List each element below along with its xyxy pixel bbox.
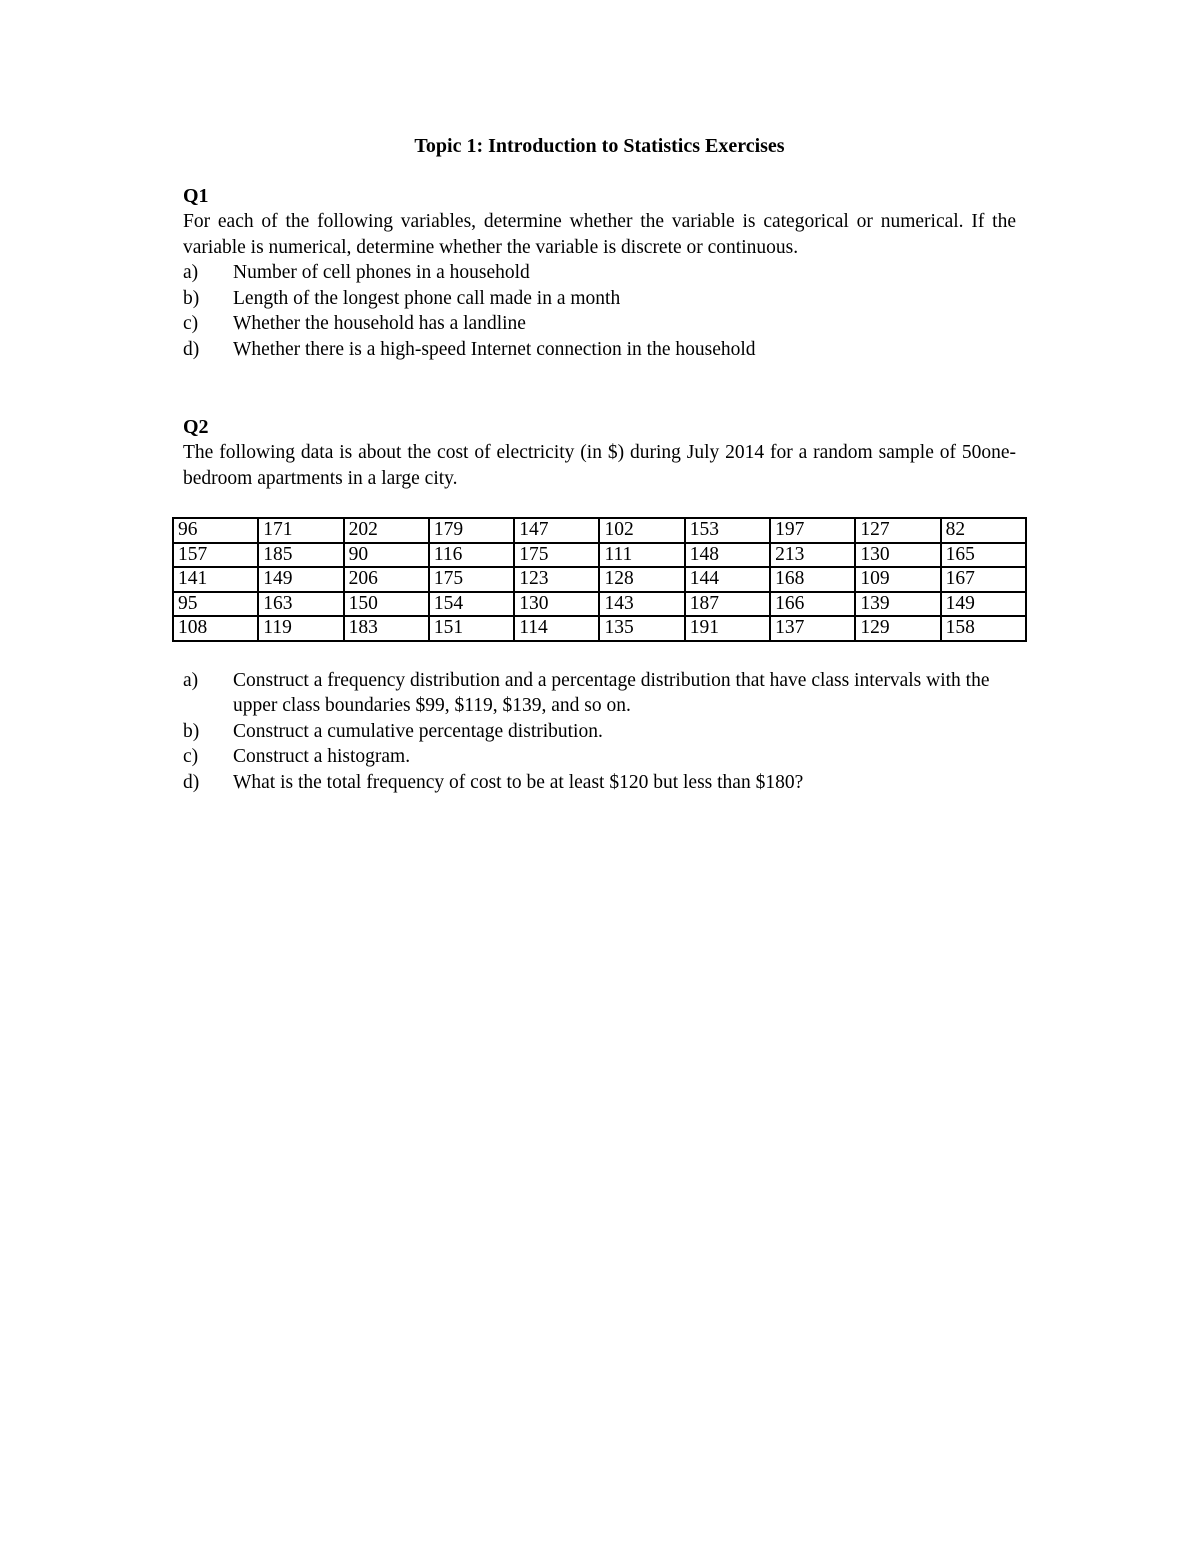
list-item-marker: b) [183,287,200,309]
table-row [173,543,1026,568]
table-cell: 109 [855,567,940,592]
table-cell: 202 [344,518,429,543]
list-item-marker: a) [183,262,199,283]
list-item-text: Whether there is a high-speed Internet connection in the household [233,338,756,360]
list-item-text: Whether the household has a landline [233,313,526,334]
question-2-heading: Q2 [183,416,209,438]
table-cell: 130 [514,592,599,617]
list-item-text: Construct a frequency distribution and a percentage distribution that have class intervals with the upper class boundaries $99, $119, $139, and so on. [233,669,990,716]
list-item-text: Length of the longest phone call made in a month [233,287,621,309]
list-item-marker: c) [183,746,199,767]
list-item-marker: b) [183,720,200,742]
list-item-text: Number of cell phones in a household [233,262,530,283]
table-cell: 157 [173,543,258,568]
table-cell: 149 [258,567,343,592]
list-item-marker: d) [183,338,200,360]
table-cell: 158 [941,616,1026,641]
table-cell: 96 [173,518,258,543]
electricity-cost-table [172,517,1027,642]
list-item [183,719,1016,745]
list-item-text: Construct a cumulative percentage distribution. [233,720,603,742]
table-row [173,592,1026,617]
table-cell: 185 [258,543,343,568]
table-cell: 143 [599,592,684,617]
table-cell: 175 [514,543,599,568]
table-cell: 114 [514,616,599,641]
table-cell: 148 [685,543,770,568]
list-item [183,668,1016,719]
table-cell: 206 [344,567,429,592]
question-2-intro: The following data is about the cost of electricity (in $) during July 2014 for a random sample of 50one-bedroom apartments in a large city. [183,442,1016,489]
table-cell: 137 [770,616,855,641]
list-item-text: What is the total frequency of cost to be at least $120 but less than $180? [233,771,804,793]
list-item [183,744,1016,770]
table-cell: 119 [258,616,343,641]
table-cell: 171 [258,518,343,543]
list-item-marker: c) [183,313,199,334]
table-cell: 149 [941,592,1026,617]
list-item [183,260,1016,286]
list-item [183,311,1016,337]
table-cell: 102 [599,518,684,543]
question-1-intro: For each of the following variables, determine whether the variable is categorical or numerical. If the variable is numerical, determine whether the variable is discrete or continuous. [183,211,1016,258]
table-cell: 129 [855,616,940,641]
list-item-text: Construct a histogram. [233,746,411,767]
table-cell: 150 [344,592,429,617]
table-cell: 144 [685,567,770,592]
table-cell: 135 [599,616,684,641]
table-cell: 82 [941,518,1026,543]
table-cell: 179 [429,518,514,543]
table-cell: 168 [770,567,855,592]
table-cell: 154 [429,592,514,617]
question-2 [178,414,1016,795]
question-1-heading: Q1 [183,185,209,207]
table-row [173,567,1026,592]
table-cell: 90 [344,543,429,568]
table-cell: 213 [770,543,855,568]
list-item [183,770,1016,796]
table-body [173,518,1026,641]
table-cell: 175 [429,567,514,592]
question-1-list [183,260,1016,362]
table-cell: 153 [685,518,770,543]
table-cell: 166 [770,592,855,617]
table-cell: 147 [514,518,599,543]
question-1 [183,183,1016,362]
table-cell: 141 [173,567,258,592]
table-cell: 187 [685,592,770,617]
document-page [178,132,1016,795]
table-cell: 163 [258,592,343,617]
table-cell: 108 [173,616,258,641]
table-cell: 197 [770,518,855,543]
table-cell: 95 [173,592,258,617]
table-cell: 127 [855,518,940,543]
list-item [183,286,1016,312]
table-row [173,518,1026,543]
table-cell: 191 [685,616,770,641]
page-title: Topic 1: Introduction to Statistics Exercises [414,135,785,157]
table-cell: 123 [514,567,599,592]
table-row [173,616,1026,641]
table-cell: 183 [344,616,429,641]
section-spacer [183,362,1016,414]
table-cell: 151 [429,616,514,641]
question-2-list [183,668,1016,796]
table-cell: 128 [599,567,684,592]
table-cell: 116 [429,543,514,568]
table-cell: 111 [599,543,684,568]
list-item-marker: d) [183,771,200,793]
table-cell: 139 [855,592,940,617]
table-cell: 130 [855,543,940,568]
list-item [183,337,1016,363]
table-cell: 165 [941,543,1026,568]
list-item-marker: a) [183,669,199,691]
table-cell: 167 [941,567,1026,592]
